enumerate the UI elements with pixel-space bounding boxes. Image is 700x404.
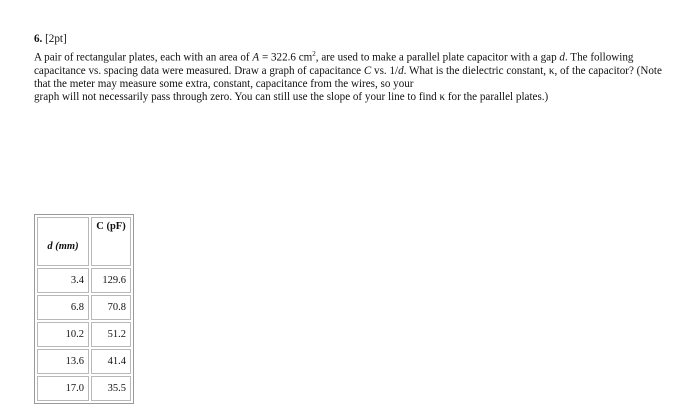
text-segment: vs. 1/: [371, 64, 399, 77]
problem-number: 6.: [34, 33, 43, 45]
capacitance-data-table: [34, 214, 134, 404]
text-segment: A pair of rectangular plates, each with an area of: [34, 51, 253, 64]
problem-line-2: [34, 65, 694, 78]
spacing-cell: 3.4: [37, 268, 89, 293]
problem-line-3: that the meter may measure some extra, constant, capacitance from the wires, so your: [34, 77, 414, 90]
capacitance-variable: C: [363, 64, 372, 77]
text-segment: capacitance vs. spacing data were measured. Draw a graph of capacitance: [34, 64, 364, 77]
table-row: [37, 268, 131, 293]
capacitance-cell: 51.2: [91, 322, 131, 347]
header-capacitance: [91, 217, 131, 266]
problem-statement: [34, 33, 694, 104]
spacing-cell: 10.2: [37, 322, 89, 347]
gap-variable: d: [559, 51, 565, 64]
area-value: = 322.6 cm: [259, 51, 313, 64]
capacitance-cell: 70.8: [91, 295, 131, 320]
table-header-row: [37, 217, 131, 266]
problem-line-1: [34, 48, 694, 65]
capacitance-cell: 41.4: [91, 349, 131, 374]
area-exponent: 2: [312, 50, 316, 58]
header-capacitance-label: C (pF): [96, 221, 126, 232]
text-segment: . What is the dielectric constant, κ, of the capacitor? (Note: [403, 64, 662, 77]
spacing-variable: d: [398, 64, 404, 77]
text-segment: , are used to make a parallel plate capacitor with a gap: [315, 51, 560, 64]
problem-points: [2pt]: [45, 33, 67, 45]
capacitance-cell: 129.6: [91, 268, 131, 293]
area-variable: A: [252, 51, 260, 64]
problem-line-4: graph will not necessarily pass through zero. You can still use the slope of your line to find κ for the parallel plates.): [34, 90, 549, 103]
capacitance-cell: 35.5: [91, 376, 131, 401]
table-row: [37, 349, 131, 374]
header-spacing: [37, 217, 89, 266]
spacing-cell: 6.8: [37, 295, 89, 320]
problem-header: [34, 33, 694, 46]
table-row: [37, 322, 131, 347]
spacing-cell: 13.6: [37, 349, 89, 374]
table-row: [37, 376, 131, 401]
table-row: [37, 295, 131, 320]
text-segment: . The following: [564, 51, 634, 64]
header-spacing-label: d (mm): [47, 241, 79, 252]
spacing-cell: 17.0: [37, 376, 89, 401]
